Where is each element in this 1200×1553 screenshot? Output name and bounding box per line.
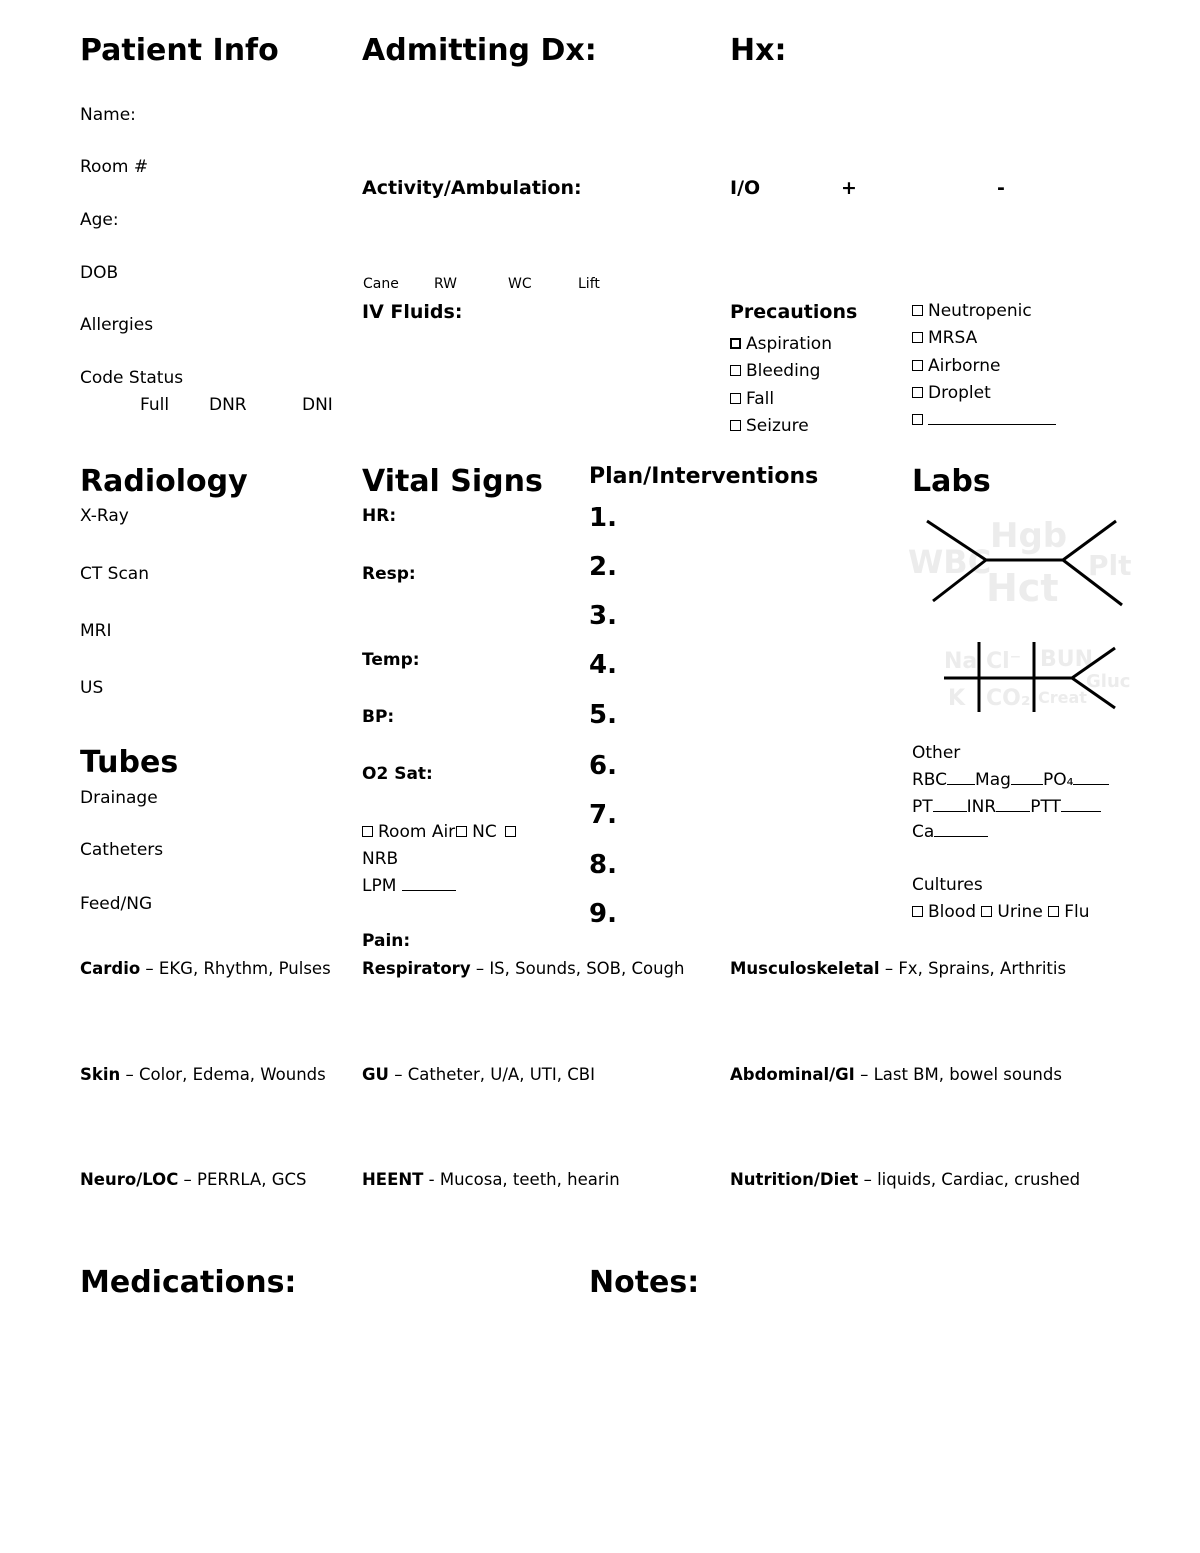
checkbox-icon[interactable] bbox=[912, 360, 923, 371]
labs-pt-inr-ptt-row: PT INR PTT bbox=[912, 796, 1101, 818]
labs-cultures-options bbox=[912, 901, 1089, 923]
precaution-fall[interactable]: Fall bbox=[730, 388, 774, 410]
resp-label: Resp: bbox=[362, 564, 416, 584]
activity-rw-option[interactable]: RW bbox=[434, 276, 458, 292]
lpm-field[interactable]: LPM bbox=[362, 875, 456, 897]
allergies-label: Allergies bbox=[80, 315, 154, 335]
precaution-airborne[interactable]: Airborne bbox=[912, 355, 1000, 377]
precaution-neutropenic[interactable]: Neutropenic bbox=[912, 300, 1032, 322]
precaution-mrsa[interactable]: MRSA bbox=[912, 327, 977, 349]
creat-label: Creat bbox=[1038, 688, 1087, 707]
checkbox-icon[interactable] bbox=[912, 414, 923, 425]
lpm-blank[interactable] bbox=[402, 889, 456, 891]
checkbox-icon[interactable] bbox=[505, 826, 516, 837]
plan-item-8: 8. bbox=[589, 850, 617, 880]
tubes-catheters: Catheters bbox=[80, 840, 164, 860]
checkbox-icon[interactable] bbox=[456, 826, 467, 837]
room-air-option[interactable]: Room Air bbox=[378, 822, 456, 842]
admitting-dx-title: Admitting Dx: bbox=[362, 33, 597, 68]
system-musculoskeletal: Musculoskeletal – Fx, Sprains, Arthritis bbox=[730, 959, 1067, 978]
room-label: Room # bbox=[80, 157, 149, 177]
ptt-blank[interactable] bbox=[1061, 810, 1101, 812]
system-skin: Skin – Color, Edema, Wounds bbox=[80, 1065, 326, 1084]
checkbox-icon[interactable] bbox=[912, 305, 923, 316]
k-label: K bbox=[948, 686, 966, 711]
system-neuro: Neuro/LOC – PERRLA, GCS bbox=[80, 1170, 307, 1189]
cl-label: Cl⁻ bbox=[986, 649, 1022, 674]
intake-plus: + bbox=[841, 177, 857, 199]
mag-blank[interactable] bbox=[1011, 783, 1043, 785]
labs-rbc-mag-po4-row: RBC Mag PO₄ bbox=[912, 769, 1109, 791]
hr-label: HR: bbox=[362, 506, 397, 526]
culture-flu-option[interactable]: Flu bbox=[1064, 902, 1090, 922]
system-nutrition: Nutrition/Diet – liquids, Cardiac, crushed bbox=[730, 1170, 1081, 1189]
medications-title: Medications: bbox=[80, 1265, 297, 1300]
plt-label: Plt bbox=[1088, 549, 1132, 582]
patient-info-title: Patient Info bbox=[80, 33, 279, 68]
labs-title: Labs bbox=[912, 464, 991, 499]
checkbox-icon[interactable] bbox=[730, 338, 741, 349]
labs-ca-row: Ca bbox=[912, 821, 988, 843]
system-cardio: Cardio – EKG, Rhythm, Pulses bbox=[80, 959, 331, 978]
plan-item-1: 1. bbox=[589, 503, 617, 533]
checkbox-icon[interactable] bbox=[981, 906, 992, 917]
temp-label: Temp: bbox=[362, 650, 420, 670]
radiology-us: US bbox=[80, 678, 104, 698]
dob-label: DOB bbox=[80, 263, 119, 283]
co2-label: CO₂ bbox=[986, 686, 1031, 711]
code-dnr-option[interactable]: DNR bbox=[209, 395, 247, 415]
io-label: I/O bbox=[730, 177, 761, 199]
plan-item-4: 4. bbox=[589, 650, 617, 680]
output-minus: - bbox=[997, 177, 1005, 199]
labs-cultures-label: Cultures bbox=[912, 875, 983, 895]
culture-urine-option[interactable]: Urine bbox=[997, 902, 1043, 922]
plan-item-7: 7. bbox=[589, 800, 617, 830]
name-label: Name: bbox=[80, 105, 136, 125]
vital-signs-title: Vital Signs bbox=[362, 464, 543, 499]
radiology-ct: CT Scan bbox=[80, 564, 149, 584]
lab-fishbone-diagrams bbox=[900, 505, 1150, 730]
tubes-feed-ng: Feed/NG bbox=[80, 894, 153, 914]
o2-delivery-options bbox=[362, 821, 521, 843]
ca-blank[interactable] bbox=[934, 835, 988, 837]
code-status-label: Code Status bbox=[80, 368, 184, 388]
plan-item-5: 5. bbox=[589, 700, 617, 730]
code-dni-option[interactable]: DNI bbox=[302, 395, 333, 415]
precautions-title: Precautions bbox=[730, 301, 858, 323]
checkbox-icon[interactable] bbox=[1048, 906, 1059, 917]
code-full-option[interactable]: Full bbox=[140, 395, 170, 415]
o2-sat-label: O2 Sat: bbox=[362, 764, 433, 784]
plan-item-9: 9. bbox=[589, 899, 617, 929]
system-gu: GU – Catheter, U/A, UTI, CBI bbox=[362, 1065, 595, 1084]
radiology-mri: MRI bbox=[80, 621, 112, 641]
radiology-title: Radiology bbox=[80, 464, 248, 499]
checkbox-icon[interactable] bbox=[362, 826, 373, 837]
gluc-label: Gluc bbox=[1086, 671, 1131, 692]
tubes-drainage: Drainage bbox=[80, 788, 158, 808]
checkbox-icon[interactable] bbox=[730, 420, 741, 431]
precaution-other-blank[interactable] bbox=[928, 423, 1056, 425]
checkbox-icon[interactable] bbox=[912, 332, 923, 343]
activity-wc-option[interactable]: WC bbox=[508, 276, 532, 292]
activity-lift-option[interactable]: Lift bbox=[578, 276, 600, 292]
tubes-title: Tubes bbox=[80, 745, 179, 780]
labs-other-label: Other bbox=[912, 743, 961, 763]
plan-item-3: 3. bbox=[589, 601, 617, 631]
po4-blank[interactable] bbox=[1073, 783, 1109, 785]
radiology-xray: X-Ray bbox=[80, 506, 129, 526]
bp-label: BP: bbox=[362, 707, 395, 727]
iv-fluids-label: IV Fluids: bbox=[362, 301, 463, 323]
system-abdominal-gi: Abdominal/GI – Last BM, bowel sounds bbox=[730, 1065, 1062, 1084]
culture-blood-option[interactable]: Blood bbox=[928, 902, 976, 922]
pt-blank[interactable] bbox=[933, 810, 967, 812]
na-label: Na bbox=[944, 649, 978, 674]
wbc-label: WBC bbox=[908, 543, 992, 581]
rbc-blank[interactable] bbox=[947, 783, 975, 785]
checkbox-icon[interactable] bbox=[730, 365, 741, 376]
activity-cane-option[interactable]: Cane bbox=[363, 276, 399, 292]
activity-label: Activity/Ambulation: bbox=[362, 177, 582, 199]
nrb-option[interactable]: NRB bbox=[362, 849, 399, 869]
checkbox-icon[interactable] bbox=[912, 906, 923, 917]
bun-label: BUN bbox=[1040, 647, 1094, 672]
plan-item-2: 2. bbox=[589, 552, 617, 582]
inr-blank[interactable] bbox=[996, 810, 1030, 812]
age-label: Age: bbox=[80, 210, 119, 230]
nc-option[interactable]: NC bbox=[472, 822, 497, 842]
hx-title: Hx: bbox=[730, 33, 787, 68]
checkbox-icon[interactable] bbox=[730, 393, 741, 404]
precaution-other[interactable] bbox=[912, 409, 1056, 431]
precaution-droplet[interactable]: Droplet bbox=[912, 382, 991, 404]
checkbox-icon[interactable] bbox=[912, 387, 923, 398]
hct-label: Hct bbox=[986, 566, 1059, 610]
precaution-aspiration[interactable]: Aspiration bbox=[730, 333, 832, 355]
pain-label: Pain: bbox=[362, 931, 411, 951]
plan-item-6: 6. bbox=[589, 751, 617, 781]
hgb-label: Hgb bbox=[990, 516, 1068, 556]
system-respiratory: Respiratory – IS, Sounds, SOB, Cough bbox=[362, 959, 685, 978]
system-heent: HEENT - Mucosa, teeth, hearin bbox=[362, 1170, 620, 1189]
plan-title: Plan/Interventions bbox=[589, 464, 819, 489]
precaution-seizure[interactable]: Seizure bbox=[730, 415, 809, 437]
notes-title: Notes: bbox=[589, 1265, 700, 1300]
precaution-bleeding[interactable]: Bleeding bbox=[730, 360, 820, 382]
